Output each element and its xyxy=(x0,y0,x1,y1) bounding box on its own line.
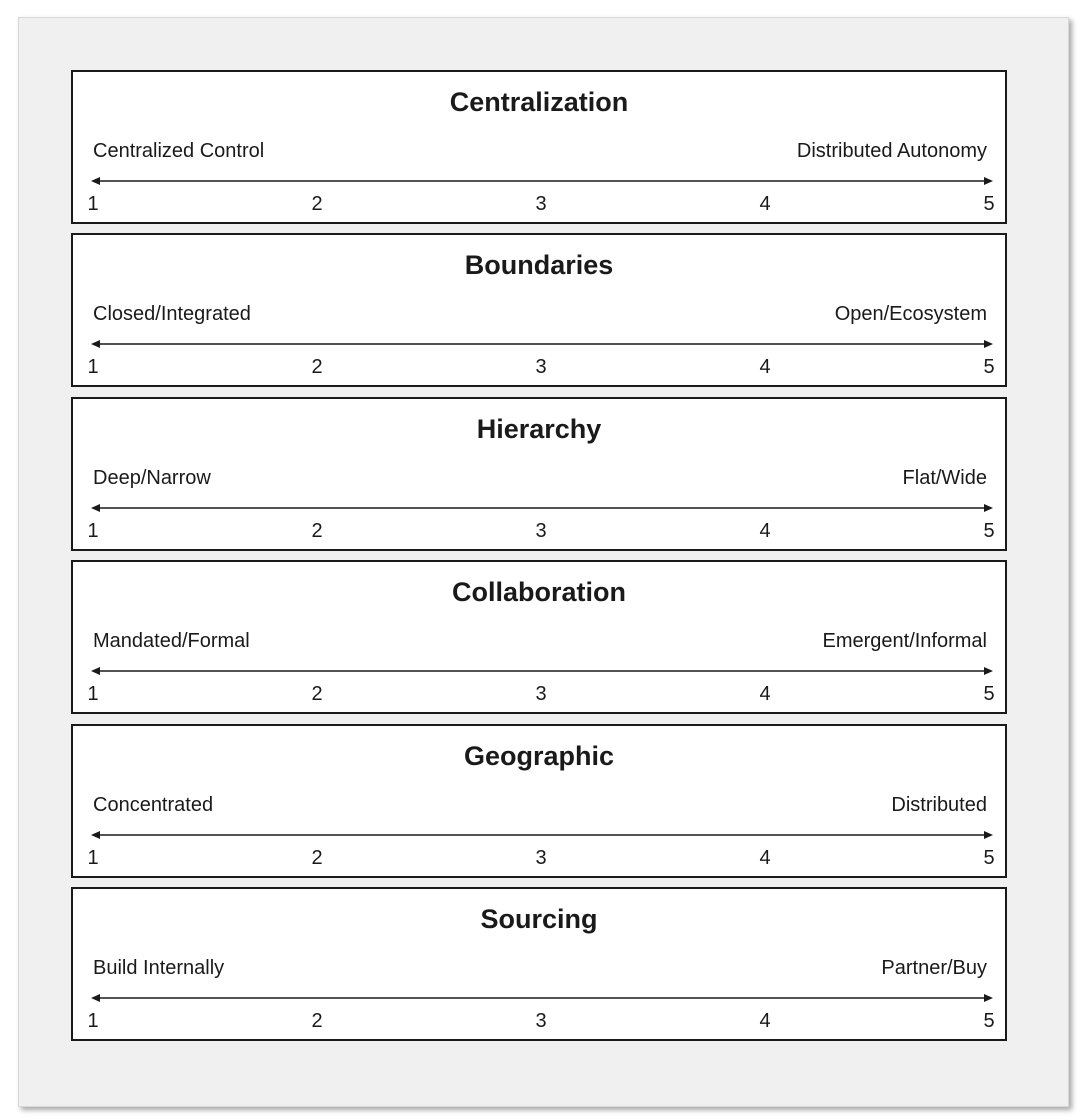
right-arrowhead-icon xyxy=(984,994,993,1002)
scale-tick-label: 5 xyxy=(983,520,995,542)
scale-panel-centralization xyxy=(71,70,1007,224)
left-arrowhead-icon xyxy=(91,340,100,348)
right-arrowhead-icon xyxy=(984,340,993,348)
left-arrowhead-icon xyxy=(91,667,100,675)
double-arrow-axis xyxy=(91,502,993,514)
scale-tick-label: 2 xyxy=(311,520,323,542)
left-arrowhead-icon xyxy=(91,504,100,512)
right-pole-label: Emergent/Informal xyxy=(822,630,987,652)
scale-tick-label: 4 xyxy=(759,356,771,378)
scale-title: Hierarchy xyxy=(476,414,602,444)
scale-tick-label: 3 xyxy=(535,1010,547,1032)
scale-tick-label: 2 xyxy=(311,1010,323,1032)
right-pole-label: Distributed Autonomy xyxy=(796,140,987,162)
right-arrowhead-icon xyxy=(984,667,993,675)
scale-panel-sourcing xyxy=(71,887,1007,1041)
scale-tick-label: 3 xyxy=(535,520,547,542)
double-arrow-axis xyxy=(91,665,993,677)
scale-title: Boundaries xyxy=(464,250,614,280)
scale-tick-label: 2 xyxy=(311,683,323,705)
left-arrowhead-icon xyxy=(91,177,100,185)
scale-tick-label: 1 xyxy=(87,520,99,542)
scale-tick-label: 1 xyxy=(87,1010,99,1032)
left-arrowhead-icon xyxy=(91,994,100,1002)
right-arrowhead-icon xyxy=(984,831,993,839)
scale-title: Sourcing xyxy=(480,904,598,934)
scale-title: Geographic xyxy=(463,741,615,771)
scale-tick-label: 2 xyxy=(311,193,323,215)
scale-tick-label: 4 xyxy=(759,520,771,542)
scale-tick-label: 4 xyxy=(759,1010,771,1032)
scale-tick-label: 5 xyxy=(983,356,995,378)
scale-panel-hierarchy xyxy=(71,397,1007,551)
right-arrowhead-icon xyxy=(984,504,993,512)
left-pole-label: Closed/Integrated xyxy=(93,303,251,325)
left-pole-label: Deep/Narrow xyxy=(93,467,211,489)
scale-tick-label: 1 xyxy=(87,193,99,215)
scale-panel-geographic xyxy=(71,724,1007,878)
scale-title: Collaboration xyxy=(452,577,626,607)
scale-tick-label: 2 xyxy=(311,847,323,869)
double-arrow-axis xyxy=(91,992,993,1004)
scale-tick-label: 1 xyxy=(87,356,99,378)
scale-tick-label: 3 xyxy=(535,356,547,378)
diagram-sheet xyxy=(18,17,1069,1107)
right-pole-label: Flat/Wide xyxy=(902,467,987,489)
double-arrow-axis xyxy=(91,175,993,187)
scale-tick-label: 4 xyxy=(759,683,771,705)
scale-tick-label: 4 xyxy=(759,193,771,215)
left-pole-label: Mandated/Formal xyxy=(93,630,250,652)
scale-tick-label: 4 xyxy=(759,847,771,869)
scale-panel-boundaries xyxy=(71,233,1007,387)
scale-tick-label: 5 xyxy=(983,193,995,215)
scale-tick-label: 3 xyxy=(535,683,547,705)
scale-tick-label: 5 xyxy=(983,1010,995,1032)
scale-tick-label: 5 xyxy=(983,847,995,869)
right-pole-label: Distributed xyxy=(891,794,987,816)
double-arrow-axis xyxy=(91,829,993,841)
scale-title: Centralization xyxy=(449,87,629,117)
left-pole-label: Build Internally xyxy=(93,957,225,979)
right-pole-label: Partner/Buy xyxy=(881,957,987,979)
left-arrowhead-icon xyxy=(91,831,100,839)
scale-tick-label: 1 xyxy=(87,847,99,869)
left-pole-label: Concentrated xyxy=(93,794,214,816)
scale-panel-collaboration xyxy=(71,560,1007,714)
scale-tick-label: 1 xyxy=(87,683,99,705)
scale-tick-label: 2 xyxy=(311,356,323,378)
scale-tick-label: 3 xyxy=(535,847,547,869)
right-pole-label: Open/Ecosystem xyxy=(834,303,987,325)
scale-tick-label: 5 xyxy=(983,683,995,705)
right-arrowhead-icon xyxy=(984,177,993,185)
left-pole-label: Centralized Control xyxy=(93,140,265,162)
double-arrow-axis xyxy=(91,338,993,350)
scale-tick-label: 3 xyxy=(535,193,547,215)
